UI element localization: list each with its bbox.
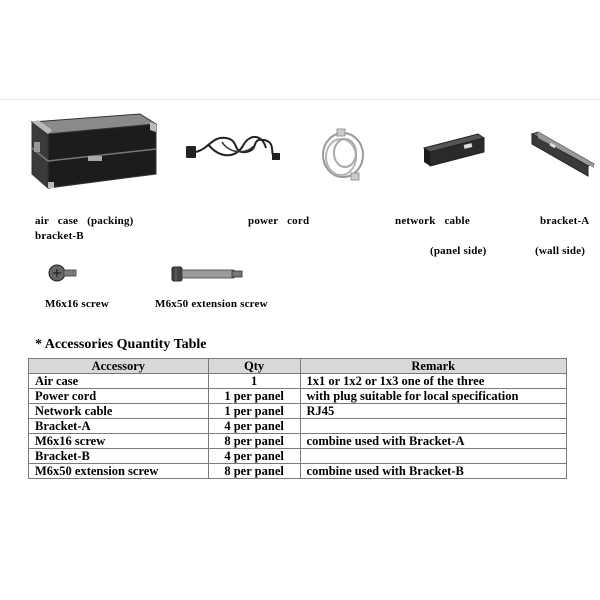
cell-remark (300, 449, 566, 464)
cell-remark (300, 419, 566, 434)
cell-accessory: Network cable (29, 404, 209, 419)
network-cable-icon (315, 125, 370, 183)
cell-remark: combine used with Bracket-A (300, 434, 566, 449)
table-row (29, 464, 567, 479)
table-row (29, 419, 567, 434)
cell-accessory: Bracket-B (29, 449, 209, 464)
table-row (29, 434, 567, 449)
cell-qty: 1 per panel (208, 404, 300, 419)
table-heading: * Accessories Quantity Table (35, 337, 207, 352)
cell-qty: 1 (208, 374, 300, 389)
power-cord-icon (182, 130, 284, 172)
table-header-row (29, 359, 567, 374)
cell-qty: 8 per panel (208, 434, 300, 449)
cell-accessory: Air case (29, 374, 209, 389)
caption-power-cord: power cord (248, 215, 310, 227)
caption-m6x50-screw: M6x50 extension screw (155, 298, 268, 310)
cell-remark: RJ45 (300, 404, 566, 419)
cell-qty: 8 per panel (208, 464, 300, 479)
table-row (29, 449, 567, 464)
caption-network-cable: network cable (395, 215, 470, 227)
caption-panel-side: (panel side) (430, 245, 487, 257)
caption-bracket-b: bracket-B (35, 230, 84, 242)
caption-air-case: air case (packing) (35, 215, 134, 227)
cell-accessory: M6x50 extension screw (29, 464, 209, 479)
bracket-a-icon (528, 128, 598, 180)
cell-remark: combine used with Bracket-B (300, 464, 566, 479)
header-remark: Remark (300, 359, 566, 374)
table-row (29, 404, 567, 419)
caption-bracket-a: bracket-A (540, 215, 590, 227)
top-divider (0, 99, 600, 100)
caption-m6x16-screw: M6x16 screw (45, 298, 110, 310)
caption-wall-side: (wall side) (535, 245, 586, 257)
header-accessory: Accessory (29, 359, 209, 374)
cell-qty: 4 per panel (208, 449, 300, 464)
accessories-table (28, 358, 567, 479)
cell-accessory: Power cord (29, 389, 209, 404)
cell-remark: with plug suitable for local specification (300, 389, 566, 404)
header-qty: Qty (208, 359, 300, 374)
cell-qty: 1 per panel (208, 389, 300, 404)
cell-remark: 1x1 or 1x2 or 1x3 one of the three (300, 374, 566, 389)
screw-icon (48, 262, 78, 284)
extension-screw-icon (170, 264, 246, 284)
table-row (29, 389, 567, 404)
cell-accessory: Bracket-A (29, 419, 209, 434)
cell-accessory: M6x16 screw (29, 434, 209, 449)
air-case-icon (28, 112, 158, 192)
table-row (29, 374, 567, 389)
cell-qty: 4 per panel (208, 419, 300, 434)
bracket-b-icon (420, 130, 488, 172)
